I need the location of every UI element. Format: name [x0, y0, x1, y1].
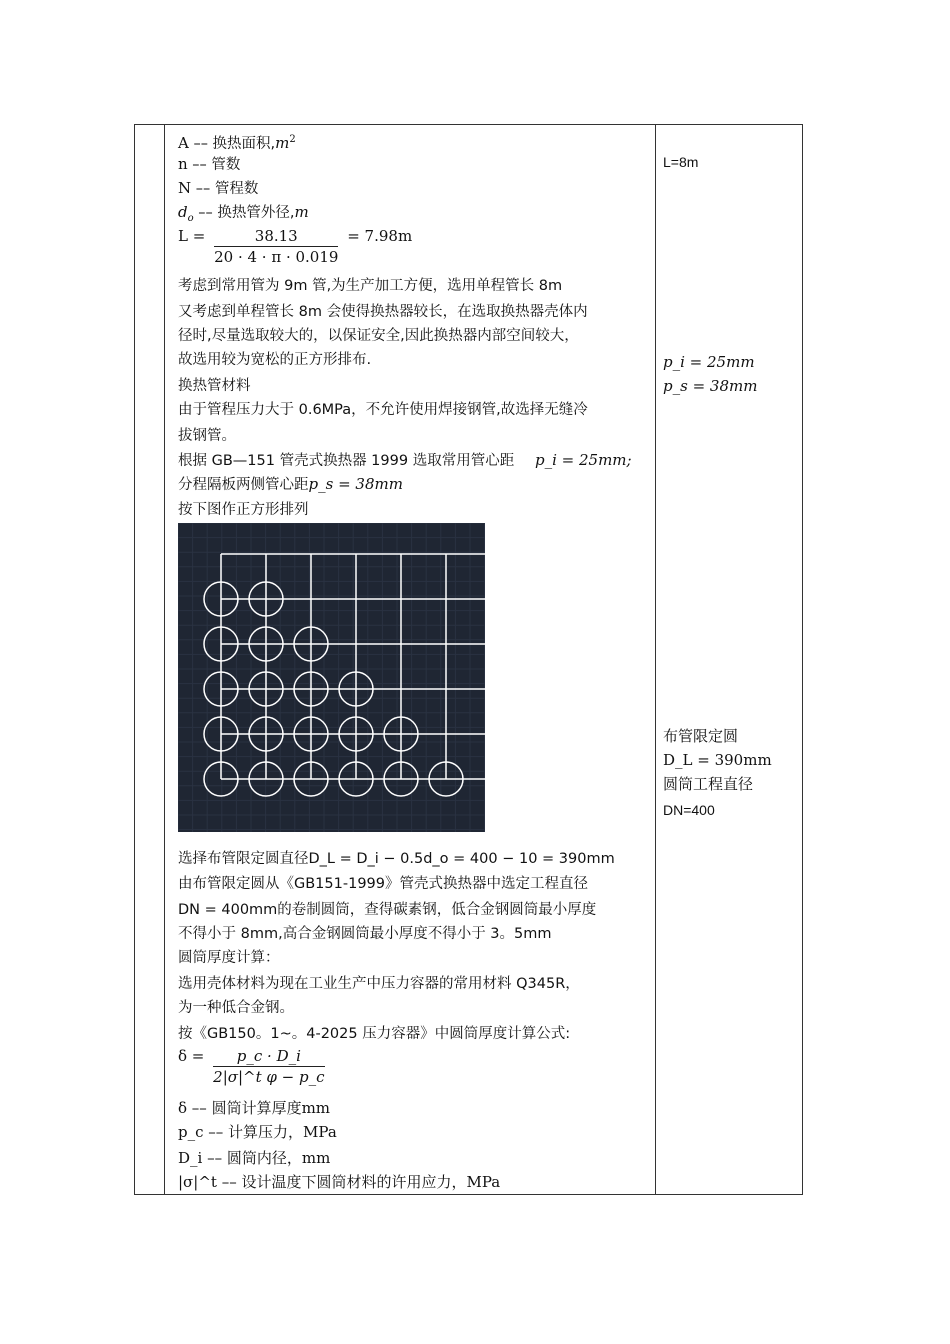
definition-tube-count [178, 152, 240, 177]
paragraph [178, 448, 632, 473]
definition: p_c –– 计算压力，MPa [178, 1123, 337, 1141]
side-note: 圆筒工程直径 [663, 775, 754, 793]
paragraph: 由布管限定圆从《GB151-1999》管壳式换热器中选定工程直径 [178, 876, 588, 892]
fraction [213, 1046, 324, 1087]
subscript: o [187, 213, 194, 224]
paragraph: 又考虑到单程管长 8m 会使得换热器较长，在选取换热器壳体内 [178, 304, 588, 320]
definition-text: –– 管程数 [191, 181, 259, 197]
side-note: L=8m [663, 154, 699, 170]
denominator: 2|σ|^t φ − p_c [213, 1068, 325, 1086]
side-note: p_s = 38mm [663, 377, 758, 395]
unit: m [275, 134, 290, 152]
paragraph: 按《GB150。1~。4-2025 压力容器》中圆筒厚度计算公式: [178, 1026, 571, 1042]
denominator: 20 · 4 · π · 0.019 [214, 248, 339, 266]
equation-lhs: δ = [178, 1046, 205, 1065]
paragraph: 考虑到常用管为 9m 管,为生产加工方便，选用单程管长 8m [178, 278, 563, 294]
definition-text: –– 换热面积, [188, 136, 276, 152]
definition: D_i –– 圆筒内径，mm [178, 1149, 331, 1167]
paragraph [178, 846, 615, 871]
paragraph: 不得小于 8mm,高合金钢圆筒最小厚度不得小于 3。5mm [178, 926, 552, 942]
equation-rhs: = 7.98m [347, 226, 413, 245]
side-note: 布管限定圆 [663, 727, 739, 745]
symbol: n [178, 155, 188, 173]
definition: δ –– 圆筒计算厚度mm [178, 1099, 331, 1117]
tube-layout-figure [178, 523, 485, 832]
equation-lhs: L = [178, 226, 206, 245]
numerator: p_c · D_i [213, 1046, 324, 1067]
side-note: D_L = 390mm [663, 751, 772, 769]
length-equation [178, 226, 412, 267]
definition-pass-count [178, 176, 258, 201]
paragraph-text: 选择布管限定圆直径D_L = D_i − 0.5d_o = 400 − 10 = 390mm [178, 851, 615, 867]
definition-text: –– 管数 [187, 157, 241, 173]
side-note: DN=400 [663, 802, 715, 818]
tube-layout-drawing [178, 523, 485, 832]
exponent: 2 [289, 134, 296, 145]
paragraph: 径时,尽量选取较大的，以保证安全,因此换热器内部空间较大， [178, 328, 579, 344]
paragraph-text: 分程隔板两侧管心距 [178, 477, 309, 493]
paragraph-text: 根据 GB—151 管壳式换热器 1999 选取常用管心距 [178, 453, 515, 469]
definition-text: –– 换热管外径, [193, 205, 295, 221]
paragraph: 按下图作正方形排列 [178, 502, 309, 518]
paragraph: 由于管程压力大于 0.6MPa，不允许使用焊接钢管,故选择无缝冷 [178, 402, 588, 418]
table-column-divider [164, 125, 165, 1194]
paragraph: 选用壳体材料为现在工业生产中压力容器的常用材料 Q345R， [178, 976, 580, 992]
numerator: 38.13 [214, 226, 338, 247]
table-column-divider [655, 125, 656, 1194]
paragraph: 故选用较为宽松的正方形排布. [178, 352, 372, 368]
symbol: N [178, 179, 192, 197]
thickness-equation [178, 1046, 329, 1087]
fraction [214, 226, 338, 267]
section-heading: 换热管材料 [178, 378, 251, 394]
inline-equation: p_s = 38mm [308, 475, 403, 493]
unit: m [294, 203, 309, 221]
paragraph: 拔钢管。 [178, 428, 236, 444]
inline-equation: p_i = 25mm; [534, 451, 632, 469]
definition: |σ|^t –– 设计温度下圆筒材料的许用应力，MPa [178, 1173, 501, 1191]
symbol: A [178, 134, 189, 152]
symbol: d [178, 203, 188, 221]
paragraph: 为一种低合金钢。 [178, 1000, 294, 1016]
side-note: p_i = 25mm [663, 353, 755, 371]
paragraph: DN = 400mm的卷制圆筒，查得碳素钢，低合金钢圆筒最小厚度 [178, 902, 597, 918]
section-heading: 圆筒厚度计算： [178, 950, 280, 966]
paragraph [178, 472, 403, 497]
